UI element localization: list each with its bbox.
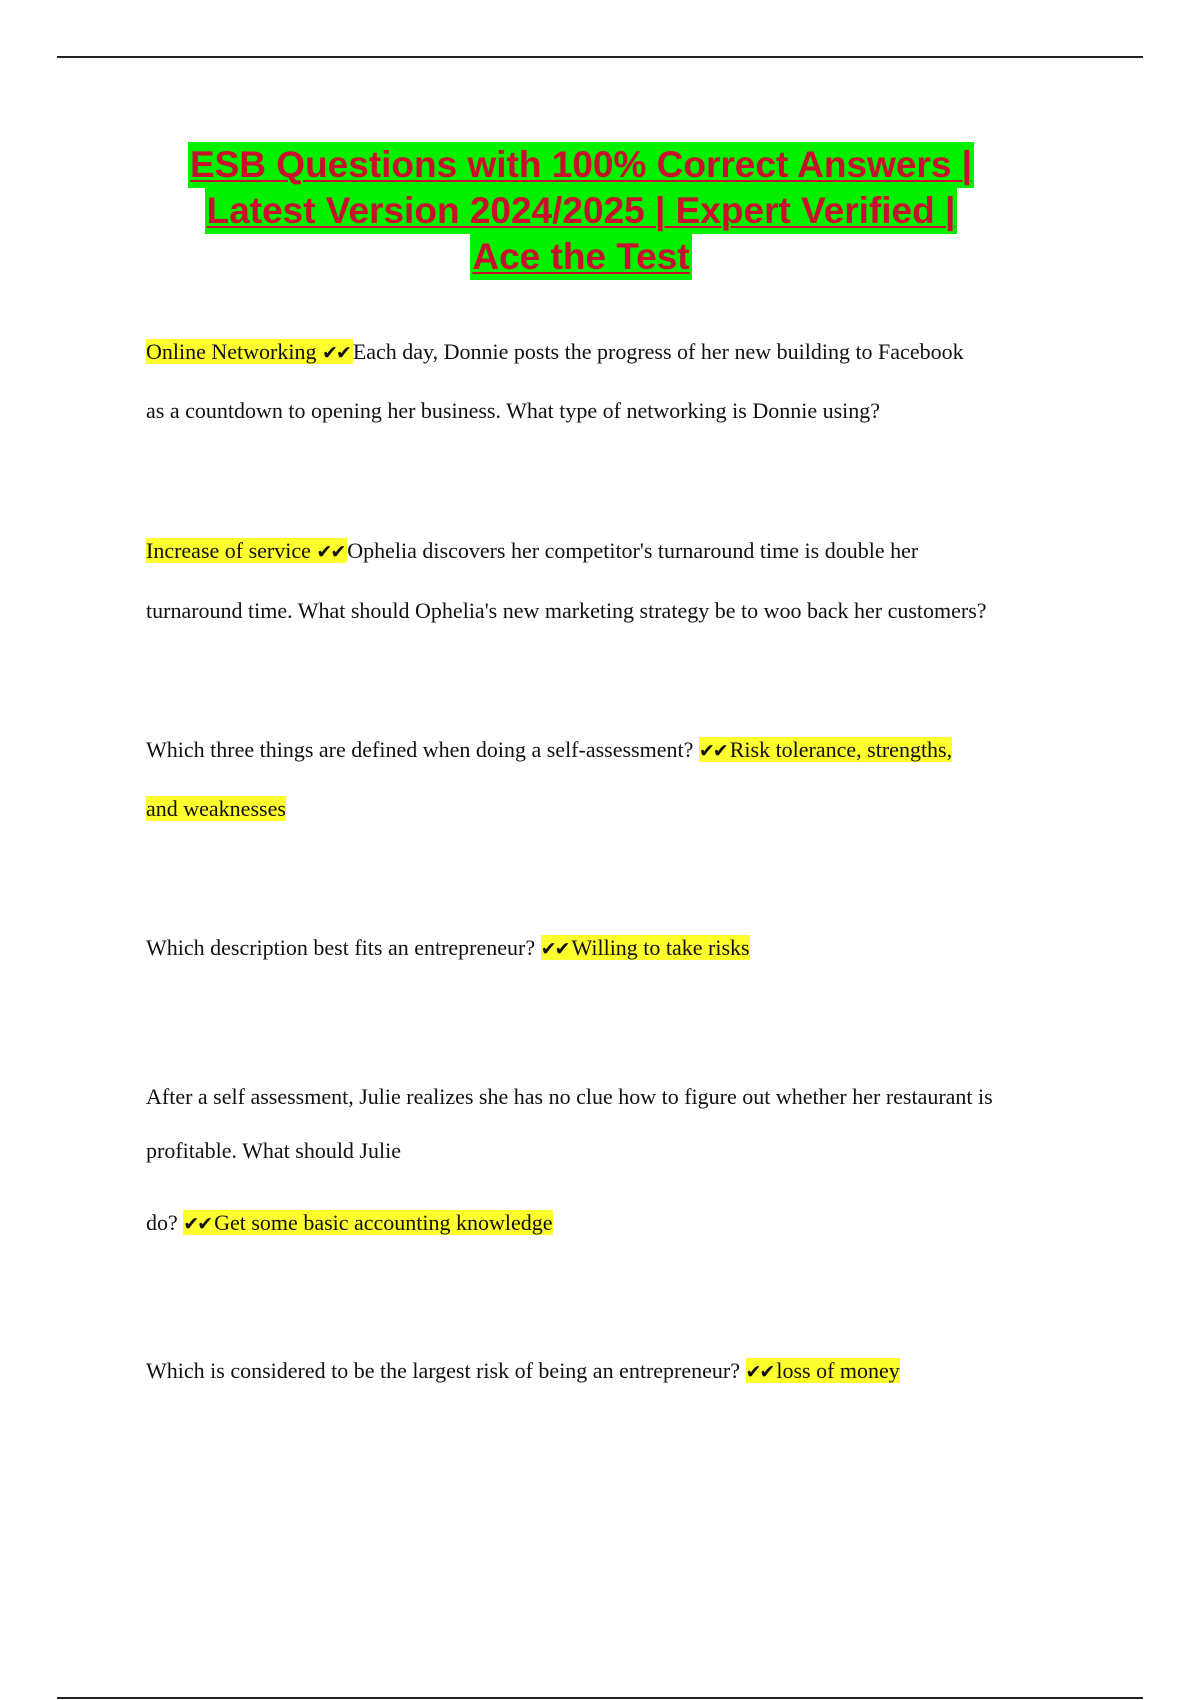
answer-text: Increase of service bbox=[146, 538, 311, 563]
answer-highlight bbox=[746, 1358, 900, 1383]
answer-highlight bbox=[146, 796, 286, 821]
double-check-icon: ✔✔ bbox=[540, 938, 569, 960]
question-text: Which is considered to be the largest risk of being an entrepreneur? bbox=[146, 1358, 740, 1383]
answer-text: Online Networking bbox=[146, 339, 317, 364]
answer-highlight bbox=[146, 538, 347, 563]
question-text: After a self assessment, Julie realizes she has no clue how to figure out whether her restaurant is bbox=[146, 1084, 993, 1109]
answer-text: Get some basic accounting knowledge bbox=[214, 1210, 553, 1235]
question-text: Which three things are defined when doing a self-assessment? bbox=[146, 737, 694, 762]
answer-highlight bbox=[699, 737, 952, 762]
answer-highlight bbox=[146, 339, 353, 364]
title-line-3: Ace the Test bbox=[470, 234, 691, 280]
answer-text: loss of money bbox=[776, 1358, 900, 1383]
title-line-1: ESB Questions with 100% Correct Answers | bbox=[188, 142, 974, 188]
bottom-rule bbox=[57, 1697, 1143, 1699]
question-text: as a countdown to opening her business. What type of networking is Donnie using? bbox=[146, 398, 881, 423]
answer-text: Willing to take risks bbox=[571, 935, 750, 960]
double-check-icon: ✔✔ bbox=[316, 541, 345, 563]
answer-highlight bbox=[183, 1210, 552, 1235]
top-rule bbox=[57, 56, 1143, 58]
answer-text: Risk tolerance, strengths, bbox=[729, 737, 953, 762]
double-check-icon: ✔✔ bbox=[745, 1361, 774, 1383]
question-text: turnaround time. What should Ophelia's new marketing strategy be to woo back her customers? bbox=[146, 598, 987, 623]
answer-highlight bbox=[541, 935, 750, 960]
title-line-2: Latest Version 2024/2025 | Expert Verified | bbox=[205, 188, 958, 234]
answer-text: and weaknesses bbox=[146, 796, 286, 821]
document-title bbox=[150, 142, 1012, 280]
question-text: Each day, Donnie posts the progress of her new building to Facebook bbox=[352, 339, 964, 364]
question-text: Which description best fits an entrepreneur? bbox=[146, 935, 536, 960]
question-text: do? bbox=[146, 1210, 178, 1235]
double-check-icon: ✔✔ bbox=[183, 1213, 212, 1235]
double-check-icon: ✔✔ bbox=[321, 342, 350, 364]
question-text: profitable. What should Julie bbox=[146, 1138, 401, 1163]
question-text: Ophelia discovers her competitor's turnaround time is double her bbox=[347, 538, 919, 563]
double-check-icon: ✔✔ bbox=[698, 740, 727, 762]
